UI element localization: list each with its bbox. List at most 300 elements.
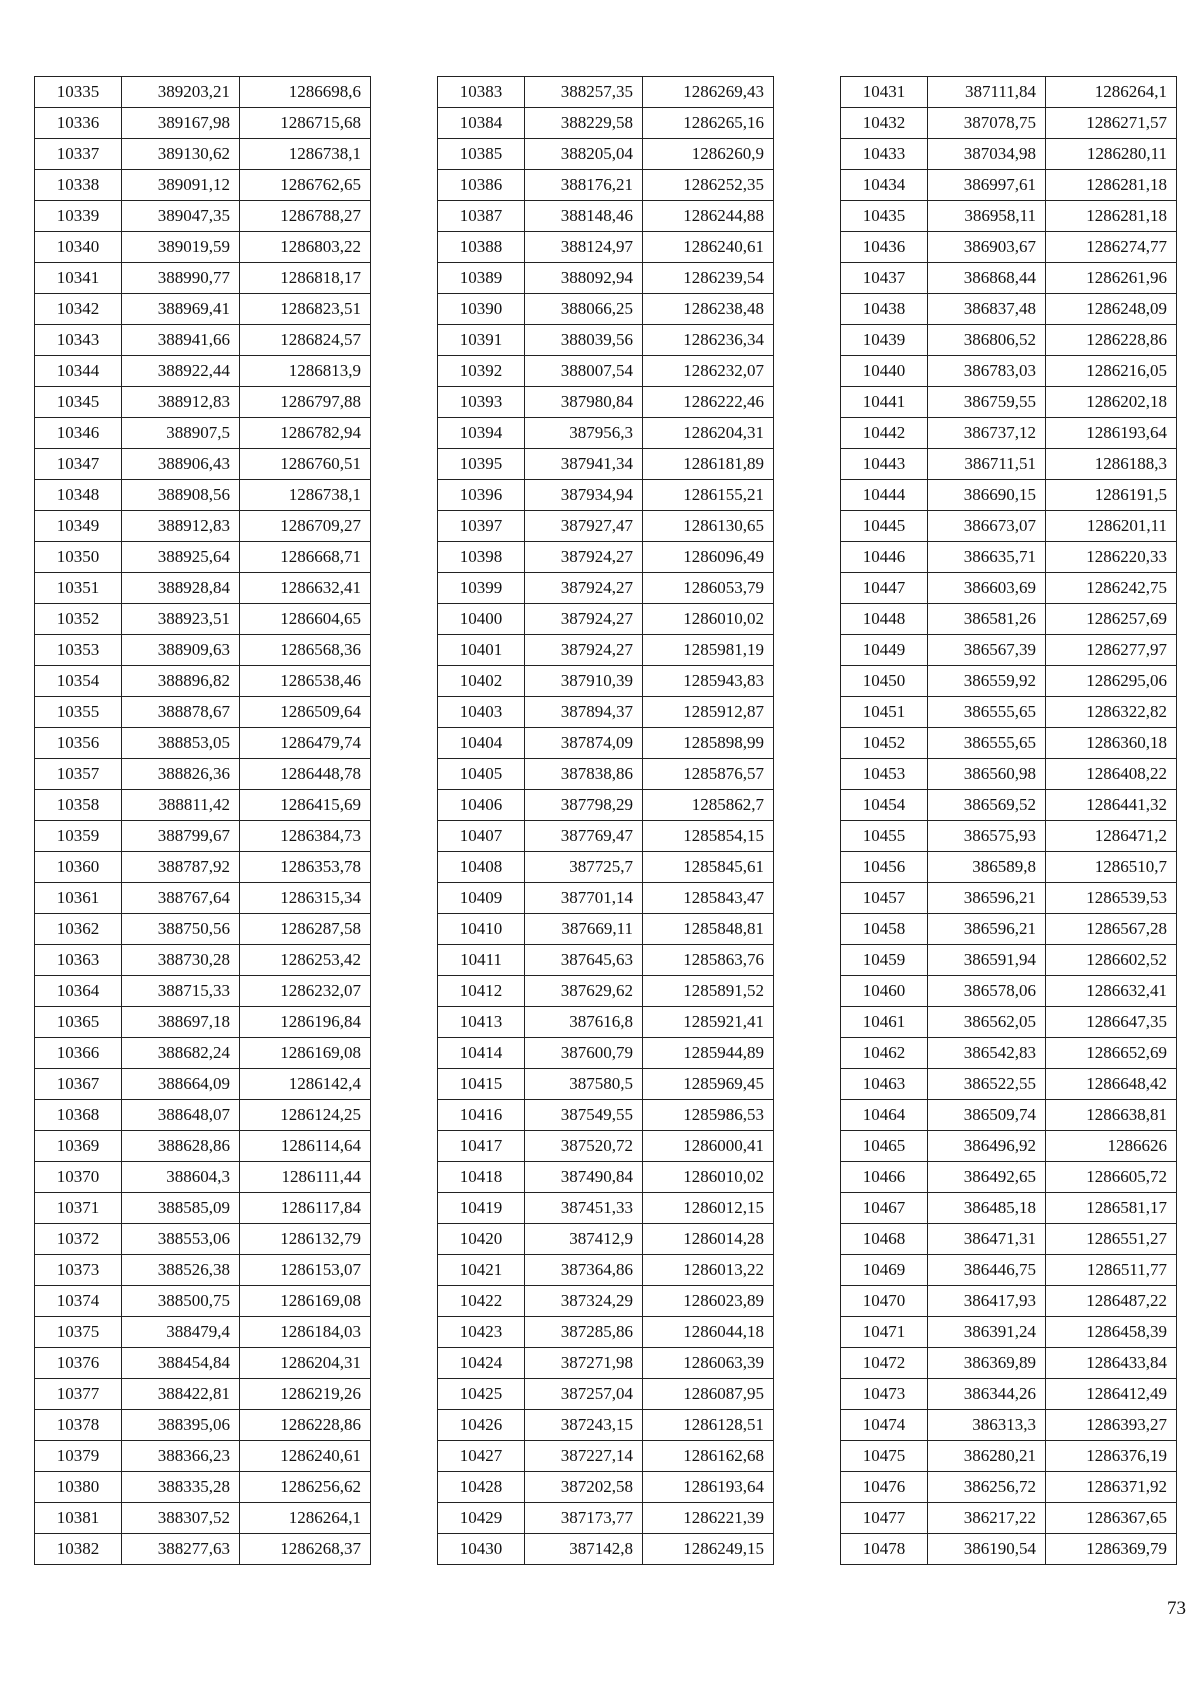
point-number-cell: 10409: [438, 883, 525, 914]
point-number-cell: 10428: [438, 1472, 525, 1503]
y-coordinate-cell: 1286738,1: [240, 480, 371, 511]
x-coordinate-cell: 386559,92: [928, 666, 1046, 697]
table-row: [35, 1441, 371, 1472]
table-row: [841, 821, 1177, 852]
point-number-cell: 10465: [841, 1131, 928, 1162]
table-row: [35, 263, 371, 294]
x-coordinate-cell: 387838,86: [525, 759, 643, 790]
x-coordinate-cell: 386596,21: [928, 914, 1046, 945]
point-number-cell: 10371: [35, 1193, 122, 1224]
x-coordinate-cell: 386690,15: [928, 480, 1046, 511]
x-coordinate-cell: 387078,75: [928, 108, 1046, 139]
point-number-cell: 10352: [35, 604, 122, 635]
x-coordinate-cell: 386591,94: [928, 945, 1046, 976]
y-coordinate-cell: 1286367,65: [1046, 1503, 1177, 1534]
point-number-cell: 10458: [841, 914, 928, 945]
y-coordinate-cell: 1286023,89: [643, 1286, 774, 1317]
point-number-cell: 10457: [841, 883, 928, 914]
y-coordinate-cell: 1286219,26: [240, 1379, 371, 1410]
y-coordinate-cell: 1286698,6: [240, 77, 371, 108]
x-coordinate-cell: 386555,65: [928, 697, 1046, 728]
x-coordinate-cell: 388066,25: [525, 294, 643, 325]
table-row: [438, 77, 774, 108]
table-row: [841, 1007, 1177, 1038]
point-number-cell: 10395: [438, 449, 525, 480]
y-coordinate-cell: 1286236,34: [643, 325, 774, 356]
y-coordinate-cell: 1286010,02: [643, 1162, 774, 1193]
x-coordinate-cell: 388148,46: [525, 201, 643, 232]
x-coordinate-cell: 386575,93: [928, 821, 1046, 852]
table-row: [35, 1255, 371, 1286]
point-number-cell: 10474: [841, 1410, 928, 1441]
point-number-cell: 10418: [438, 1162, 525, 1193]
x-coordinate-cell: 386596,21: [928, 883, 1046, 914]
point-number-cell: 10424: [438, 1348, 525, 1379]
point-number-cell: 10467: [841, 1193, 928, 1224]
table-row: [841, 1441, 1177, 1472]
x-coordinate-cell: 387980,84: [525, 387, 643, 418]
table-row: [438, 852, 774, 883]
x-coordinate-cell: 386560,98: [928, 759, 1046, 790]
table-row: [438, 976, 774, 1007]
point-number-cell: 10354: [35, 666, 122, 697]
table-row: [841, 449, 1177, 480]
x-coordinate-cell: 388092,94: [525, 263, 643, 294]
table-row: [438, 821, 774, 852]
y-coordinate-cell: 1286221,39: [643, 1503, 774, 1534]
table-row: [35, 666, 371, 697]
x-coordinate-cell: 387243,15: [525, 1410, 643, 1441]
point-number-cell: 10476: [841, 1472, 928, 1503]
point-number-cell: 10343: [35, 325, 122, 356]
y-coordinate-cell: 1286260,9: [643, 139, 774, 170]
table-body: [35, 77, 371, 1565]
x-coordinate-cell: 387520,72: [525, 1131, 643, 1162]
point-number-cell: 10378: [35, 1410, 122, 1441]
point-number-cell: 10387: [438, 201, 525, 232]
x-coordinate-cell: 387924,27: [525, 635, 643, 666]
y-coordinate-cell: 1286322,82: [1046, 697, 1177, 728]
point-number-cell: 10392: [438, 356, 525, 387]
x-coordinate-cell: 388878,67: [122, 697, 240, 728]
y-coordinate-cell: 1285921,41: [643, 1007, 774, 1038]
table-row: [438, 418, 774, 449]
x-coordinate-cell: 386958,11: [928, 201, 1046, 232]
table-row: [438, 170, 774, 201]
y-coordinate-cell: 1286602,52: [1046, 945, 1177, 976]
table-row: [35, 1038, 371, 1069]
x-coordinate-cell: 388922,44: [122, 356, 240, 387]
point-number-cell: 10427: [438, 1441, 525, 1472]
y-coordinate-cell: 1286415,69: [240, 790, 371, 821]
point-number-cell: 10468: [841, 1224, 928, 1255]
point-number-cell: 10406: [438, 790, 525, 821]
point-number-cell: 10375: [35, 1317, 122, 1348]
point-number-cell: 10382: [35, 1534, 122, 1565]
point-number-cell: 10388: [438, 232, 525, 263]
table-row: [35, 77, 371, 108]
table-row: [438, 573, 774, 604]
table-row: [35, 325, 371, 356]
y-coordinate-cell: 1286117,84: [240, 1193, 371, 1224]
x-coordinate-cell: 387924,27: [525, 604, 643, 635]
y-coordinate-cell: 1286248,09: [1046, 294, 1177, 325]
x-coordinate-cell: 388277,63: [122, 1534, 240, 1565]
point-number-cell: 10372: [35, 1224, 122, 1255]
y-coordinate-cell: 1286824,57: [240, 325, 371, 356]
y-coordinate-cell: 1286274,77: [1046, 232, 1177, 263]
y-coordinate-cell: 1286823,51: [240, 294, 371, 325]
x-coordinate-cell: 389130,62: [122, 139, 240, 170]
point-number-cell: 10444: [841, 480, 928, 511]
point-number-cell: 10358: [35, 790, 122, 821]
x-coordinate-cell: 389203,21: [122, 77, 240, 108]
point-number-cell: 10439: [841, 325, 928, 356]
point-number-cell: 10400: [438, 604, 525, 635]
table-row: [438, 294, 774, 325]
table-row: [841, 263, 1177, 294]
table-row: [438, 790, 774, 821]
y-coordinate-cell: 1285944,89: [643, 1038, 774, 1069]
y-coordinate-cell: 1286155,21: [643, 480, 774, 511]
y-coordinate-cell: 1286253,42: [240, 945, 371, 976]
table-row: [841, 1162, 1177, 1193]
x-coordinate-cell: 387769,47: [525, 821, 643, 852]
y-coordinate-cell: 1286124,25: [240, 1100, 371, 1131]
point-number-cell: 10435: [841, 201, 928, 232]
table-row: [841, 1472, 1177, 1503]
x-coordinate-cell: 388730,28: [122, 945, 240, 976]
table-row: [438, 697, 774, 728]
point-number-cell: 10361: [35, 883, 122, 914]
table-row: [35, 1317, 371, 1348]
table-row: [438, 511, 774, 542]
point-number-cell: 10462: [841, 1038, 928, 1069]
point-number-cell: 10338: [35, 170, 122, 201]
x-coordinate-cell: 388648,07: [122, 1100, 240, 1131]
point-number-cell: 10370: [35, 1162, 122, 1193]
table-row: [841, 77, 1177, 108]
table-row: [841, 852, 1177, 883]
y-coordinate-cell: 1286668,71: [240, 542, 371, 573]
y-coordinate-cell: 1285843,47: [643, 883, 774, 914]
table-row: [35, 294, 371, 325]
y-coordinate-cell: 1286053,79: [643, 573, 774, 604]
point-number-cell: 10421: [438, 1255, 525, 1286]
point-number-cell: 10390: [438, 294, 525, 325]
point-number-cell: 10426: [438, 1410, 525, 1441]
y-coordinate-cell: 1286433,84: [1046, 1348, 1177, 1379]
x-coordinate-cell: 387956,3: [525, 418, 643, 449]
x-coordinate-cell: 387324,29: [525, 1286, 643, 1317]
table-row: [438, 108, 774, 139]
table-row: [841, 1193, 1177, 1224]
point-number-cell: 10417: [438, 1131, 525, 1162]
point-number-cell: 10454: [841, 790, 928, 821]
x-coordinate-cell: 386313,3: [928, 1410, 1046, 1441]
x-coordinate-cell: 386190,54: [928, 1534, 1046, 1565]
y-coordinate-cell: 1286360,18: [1046, 728, 1177, 759]
x-coordinate-cell: 388585,09: [122, 1193, 240, 1224]
point-number-cell: 10377: [35, 1379, 122, 1410]
point-number-cell: 10475: [841, 1441, 928, 1472]
point-number-cell: 10339: [35, 201, 122, 232]
table-row: [35, 1007, 371, 1038]
coordinates-table-2: [437, 76, 774, 1565]
point-number-cell: 10368: [35, 1100, 122, 1131]
x-coordinate-cell: 388422,81: [122, 1379, 240, 1410]
point-number-cell: 10450: [841, 666, 928, 697]
x-coordinate-cell: 387173,77: [525, 1503, 643, 1534]
y-coordinate-cell: 1286412,49: [1046, 1379, 1177, 1410]
table-row: [35, 1472, 371, 1503]
point-number-cell: 10425: [438, 1379, 525, 1410]
point-number-cell: 10422: [438, 1286, 525, 1317]
point-number-cell: 10463: [841, 1069, 928, 1100]
table-row: [35, 604, 371, 635]
x-coordinate-cell: 387227,14: [525, 1441, 643, 1472]
point-number-cell: 10449: [841, 635, 928, 666]
table-row: [841, 511, 1177, 542]
x-coordinate-cell: 386581,26: [928, 604, 1046, 635]
point-number-cell: 10404: [438, 728, 525, 759]
point-number-cell: 10407: [438, 821, 525, 852]
y-coordinate-cell: 1286353,78: [240, 852, 371, 883]
x-coordinate-cell: 387202,58: [525, 1472, 643, 1503]
y-coordinate-cell: 1286240,61: [240, 1441, 371, 1472]
point-number-cell: 10455: [841, 821, 928, 852]
x-coordinate-cell: 388454,84: [122, 1348, 240, 1379]
x-coordinate-cell: 387924,27: [525, 573, 643, 604]
table-row: [841, 759, 1177, 790]
coordinates-table-3: [840, 76, 1177, 1565]
x-coordinate-cell: 387645,63: [525, 945, 643, 976]
point-number-cell: 10389: [438, 263, 525, 294]
x-coordinate-cell: 388912,83: [122, 387, 240, 418]
x-coordinate-cell: 386471,31: [928, 1224, 1046, 1255]
x-coordinate-cell: 386555,65: [928, 728, 1046, 759]
point-number-cell: 10410: [438, 914, 525, 945]
point-number-cell: 10473: [841, 1379, 928, 1410]
y-coordinate-cell: 1286509,64: [240, 697, 371, 728]
table-row: [35, 1379, 371, 1410]
x-coordinate-cell: 386837,48: [928, 294, 1046, 325]
point-number-cell: 10396: [438, 480, 525, 511]
table-row: [841, 1317, 1177, 1348]
point-number-cell: 10355: [35, 697, 122, 728]
x-coordinate-cell: 389091,12: [122, 170, 240, 201]
point-number-cell: 10398: [438, 542, 525, 573]
table-row: [438, 1100, 774, 1131]
table-row: [438, 356, 774, 387]
table-row: [438, 1472, 774, 1503]
x-coordinate-cell: 388941,66: [122, 325, 240, 356]
point-number-cell: 10348: [35, 480, 122, 511]
x-coordinate-cell: 387271,98: [525, 1348, 643, 1379]
table-row: [841, 635, 1177, 666]
x-coordinate-cell: 387669,11: [525, 914, 643, 945]
y-coordinate-cell: 1286280,11: [1046, 139, 1177, 170]
y-coordinate-cell: 1286201,11: [1046, 511, 1177, 542]
table-row: [35, 697, 371, 728]
y-coordinate-cell: 1286788,27: [240, 201, 371, 232]
table-row: [438, 480, 774, 511]
point-number-cell: 10445: [841, 511, 928, 542]
x-coordinate-cell: 386280,21: [928, 1441, 1046, 1472]
x-coordinate-cell: 388928,84: [122, 573, 240, 604]
x-coordinate-cell: 386562,05: [928, 1007, 1046, 1038]
table-row: [438, 139, 774, 170]
y-coordinate-cell: 1286605,72: [1046, 1162, 1177, 1193]
y-coordinate-cell: 1286193,64: [1046, 418, 1177, 449]
x-coordinate-cell: 387451,33: [525, 1193, 643, 1224]
point-number-cell: 10470: [841, 1286, 928, 1317]
table-row: [841, 480, 1177, 511]
y-coordinate-cell: 1286096,49: [643, 542, 774, 573]
x-coordinate-cell: 388896,82: [122, 666, 240, 697]
x-coordinate-cell: 386806,52: [928, 325, 1046, 356]
table-row: [35, 821, 371, 852]
x-coordinate-cell: 387934,94: [525, 480, 643, 511]
x-coordinate-cell: 388124,97: [525, 232, 643, 263]
point-number-cell: 10386: [438, 170, 525, 201]
y-coordinate-cell: 1285854,15: [643, 821, 774, 852]
x-coordinate-cell: 386485,18: [928, 1193, 1046, 1224]
x-coordinate-cell: 388479,4: [122, 1317, 240, 1348]
point-number-cell: 10403: [438, 697, 525, 728]
x-coordinate-cell: 388925,64: [122, 542, 240, 573]
table-row: [438, 1286, 774, 1317]
y-coordinate-cell: 1286257,69: [1046, 604, 1177, 635]
point-number-cell: 10340: [35, 232, 122, 263]
point-number-cell: 10379: [35, 1441, 122, 1472]
point-number-cell: 10344: [35, 356, 122, 387]
y-coordinate-cell: 1286188,3: [1046, 449, 1177, 480]
point-number-cell: 10350: [35, 542, 122, 573]
y-coordinate-cell: 1286384,73: [240, 821, 371, 852]
y-coordinate-cell: 1286181,89: [643, 449, 774, 480]
point-number-cell: 10420: [438, 1224, 525, 1255]
point-number-cell: 10347: [35, 449, 122, 480]
y-coordinate-cell: 1286252,35: [643, 170, 774, 201]
table-row: [35, 1069, 371, 1100]
point-number-cell: 10405: [438, 759, 525, 790]
y-coordinate-cell: 1286169,08: [240, 1038, 371, 1069]
y-coordinate-cell: 1286216,05: [1046, 356, 1177, 387]
x-coordinate-cell: 388205,04: [525, 139, 643, 170]
x-coordinate-cell: 387412,9: [525, 1224, 643, 1255]
table-row: [35, 480, 371, 511]
y-coordinate-cell: 1286239,54: [643, 263, 774, 294]
point-number-cell: 10384: [438, 108, 525, 139]
point-number-cell: 10346: [35, 418, 122, 449]
table-row: [438, 666, 774, 697]
y-coordinate-cell: 1286193,64: [643, 1472, 774, 1503]
point-number-cell: 10391: [438, 325, 525, 356]
point-number-cell: 10349: [35, 511, 122, 542]
x-coordinate-cell: 388682,24: [122, 1038, 240, 1069]
point-number-cell: 10436: [841, 232, 928, 263]
y-coordinate-cell: 1286652,69: [1046, 1038, 1177, 1069]
y-coordinate-cell: 1286228,86: [1046, 325, 1177, 356]
table-body: [841, 77, 1177, 1565]
y-coordinate-cell: 1286281,18: [1046, 170, 1177, 201]
table-row: [35, 1193, 371, 1224]
point-number-cell: 10360: [35, 852, 122, 883]
y-coordinate-cell: 1286014,28: [643, 1224, 774, 1255]
point-number-cell: 10415: [438, 1069, 525, 1100]
y-coordinate-cell: 1286142,4: [240, 1069, 371, 1100]
x-coordinate-cell: 386496,92: [928, 1131, 1046, 1162]
y-coordinate-cell: 1286196,84: [240, 1007, 371, 1038]
table-row: [438, 1317, 774, 1348]
y-coordinate-cell: 1286376,19: [1046, 1441, 1177, 1472]
y-coordinate-cell: 1285891,52: [643, 976, 774, 1007]
y-coordinate-cell: 1286604,65: [240, 604, 371, 635]
x-coordinate-cell: 388912,83: [122, 511, 240, 542]
x-coordinate-cell: 386603,69: [928, 573, 1046, 604]
y-coordinate-cell: 1286568,36: [240, 635, 371, 666]
table-row: [35, 914, 371, 945]
point-number-cell: 10456: [841, 852, 928, 883]
table-row: [841, 790, 1177, 821]
x-coordinate-cell: 388628,86: [122, 1131, 240, 1162]
table-row: [438, 914, 774, 945]
point-number-cell: 10438: [841, 294, 928, 325]
table-row: [35, 449, 371, 480]
y-coordinate-cell: 1286044,18: [643, 1317, 774, 1348]
y-coordinate-cell: 1286393,27: [1046, 1410, 1177, 1441]
table-row: [35, 511, 371, 542]
y-coordinate-cell: 1286632,41: [1046, 976, 1177, 1007]
table-row: [438, 759, 774, 790]
y-coordinate-cell: 1286264,1: [240, 1503, 371, 1534]
table-row: [438, 387, 774, 418]
y-coordinate-cell: 1286315,34: [240, 883, 371, 914]
y-coordinate-cell: 1286813,9: [240, 356, 371, 387]
point-number-cell: 10356: [35, 728, 122, 759]
y-coordinate-cell: 1286249,15: [643, 1534, 774, 1565]
point-number-cell: 10452: [841, 728, 928, 759]
y-coordinate-cell: 1286256,62: [240, 1472, 371, 1503]
y-coordinate-cell: 1286222,46: [643, 387, 774, 418]
table-row: [841, 542, 1177, 573]
table-row: [841, 1534, 1177, 1565]
y-coordinate-cell: 1286511,77: [1046, 1255, 1177, 1286]
point-number-cell: 10362: [35, 914, 122, 945]
table-row: [35, 201, 371, 232]
point-number-cell: 10336: [35, 108, 122, 139]
table-row: [35, 232, 371, 263]
y-coordinate-cell: 1286111,44: [240, 1162, 371, 1193]
point-number-cell: 10461: [841, 1007, 928, 1038]
y-coordinate-cell: 1286242,75: [1046, 573, 1177, 604]
y-coordinate-cell: 1286232,07: [643, 356, 774, 387]
x-coordinate-cell: 387910,39: [525, 666, 643, 697]
point-number-cell: 10351: [35, 573, 122, 604]
y-coordinate-cell: 1286638,81: [1046, 1100, 1177, 1131]
y-coordinate-cell: 1286510,7: [1046, 852, 1177, 883]
point-number-cell: 10401: [438, 635, 525, 666]
x-coordinate-cell: 386492,65: [928, 1162, 1046, 1193]
point-number-cell: 10442: [841, 418, 928, 449]
table-row: [438, 1255, 774, 1286]
x-coordinate-cell: 387257,04: [525, 1379, 643, 1410]
y-coordinate-cell: 1286268,37: [240, 1534, 371, 1565]
point-number-cell: 10419: [438, 1193, 525, 1224]
table-row: [35, 1100, 371, 1131]
point-number-cell: 10469: [841, 1255, 928, 1286]
